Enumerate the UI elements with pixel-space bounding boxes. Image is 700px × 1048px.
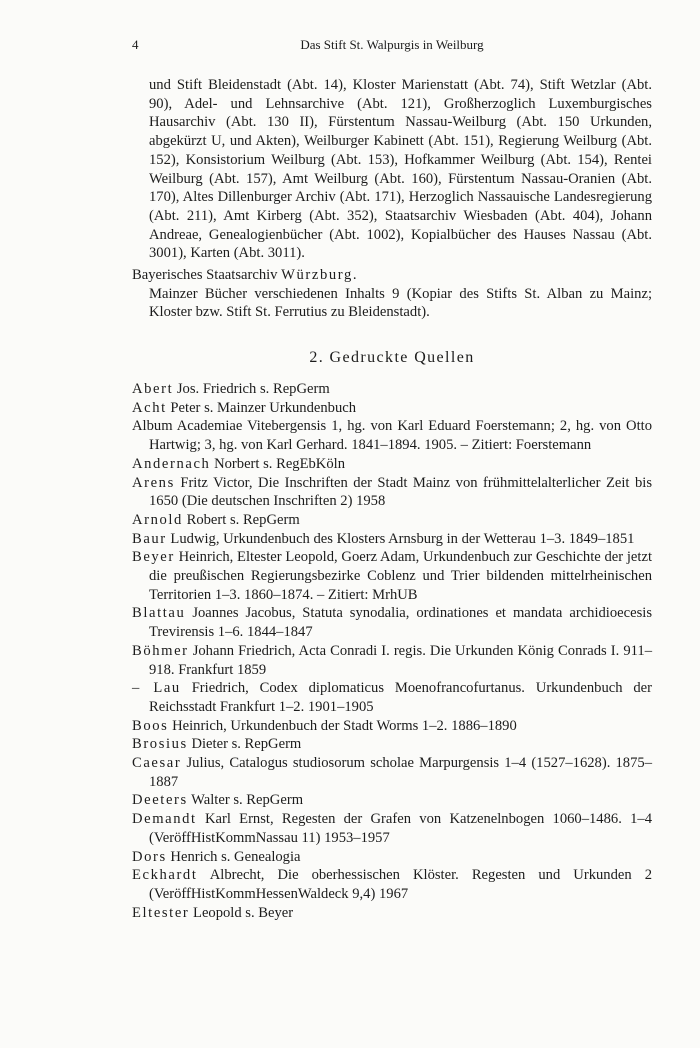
entry-text: Heinrich, Urkundenbuch der Stadt Worms 1–2. 1886–1890	[168, 717, 517, 734]
entry-author: Deeters	[132, 792, 188, 809]
entry-text: Friedrich, Codex diplomaticus Moenofrancofurtanus. Urkundenbuch der Reichsstadt Frankfurt 1–2. 1901–1905	[149, 680, 652, 715]
entry-author: Dors	[132, 848, 167, 865]
bibliography-entry	[132, 735, 652, 754]
running-title: Das Stift St. Walpurgis in Weilburg	[300, 37, 484, 52]
page-number: 4	[132, 37, 139, 52]
bibliography-entry	[132, 810, 652, 847]
section-title: 2. Gedruckte Quellen	[309, 349, 475, 366]
bibliography-entry	[132, 530, 652, 549]
bibliography-entry	[132, 511, 652, 530]
entry-text: Norbert s. RegEbKöln	[210, 455, 345, 472]
bibliography-entry	[132, 399, 652, 418]
entry-author: – Lau	[132, 680, 181, 697]
entry-author: Eltester	[132, 904, 190, 921]
entry-text: Album Academiae Vitebergensis 1, hg. von Karl Eduard Foerstemann; 2, hg. von Otto Hartwig; 3, hg. von Karl Gerhard. 1841–1894. 1905. – Zitiert: Foerstemann	[132, 418, 652, 454]
bibliography-entry	[132, 455, 652, 474]
entry-text: Julius, Catalogus studiosorum scholae Marpurgensis 1–4 (1527–1628). 1875–1887	[149, 755, 652, 790]
wuerzburg-heading-prefix: Bayerisches Staatsarchiv	[132, 267, 282, 284]
entry-text: Johann Friedrich, Acta Conradi I. regis. Die Urkunden König Conrads I. 911–918. Frankfurt 1859	[149, 642, 652, 678]
bibliography-entry	[132, 717, 652, 736]
printed-sources-list	[132, 380, 652, 922]
wuerzburg-heading-place: Würzburg	[281, 267, 353, 284]
bibliography-entry	[132, 679, 652, 716]
entry-text: Joannes Jacobus, Statuta synodalia, ordinationes et mandata archidioecesis Trevirensis 1–6. 1844–1847	[149, 605, 652, 641]
entry-author: Eckhardt	[132, 867, 198, 884]
bibliography-entry	[132, 604, 652, 641]
entry-text: Fritz Victor, Die Inschriften der Stadt Mainz von frühmittelalterlicher Zeit bis 1650 (Die deutschen Inschriften 2) 1958	[149, 474, 652, 510]
entry-author: Böhmer	[132, 642, 189, 659]
entry-author: Beyer	[132, 549, 175, 566]
entry-author: Andernach	[132, 455, 211, 472]
entry-author: Blattau	[132, 605, 186, 622]
entry-text: Walter s. RepGerm	[187, 792, 304, 809]
entry-author: Demandt	[132, 811, 197, 828]
wuerzburg-archive-entry	[132, 266, 652, 322]
entry-text: Ludwig, Urkundenbuch des Klosters Arnsburg in der Wetterau 1–3. 1849–1851	[166, 530, 635, 547]
wuerzburg-text: Mainzer Bücher verschiedenen Inhalts 9 (Kopiar des Stifts St. Alban zu Mainz; Kloster bzw. Stift St. Ferrutius zu Bleidenstadt).	[149, 285, 652, 321]
entry-text: Jos. Friedrich s. RepGerm	[173, 381, 330, 397]
entry-text: Karl Ernst, Regesten der Grafen von Katzenelnbogen 1060–1486. 1–4 (VeröffHistKommNassau 11) 1953–1957	[149, 811, 652, 846]
bibliography-entry	[132, 548, 652, 604]
entry-author: Arnold	[132, 511, 183, 528]
entry-author: Abert	[132, 381, 174, 397]
entry-author: Arens	[132, 474, 175, 491]
bibliography-entry	[132, 642, 652, 679]
bibliography-entry	[132, 380, 652, 399]
bibliography-entry	[132, 848, 652, 867]
bibliography-entry	[132, 474, 652, 511]
entry-text: Albrecht, Die oberhessischen Klöster. Regesten und Urkunden 2 (VeröffHistKommHessenWaldeck 9,4) 1967	[149, 867, 652, 902]
bibliography-entry	[132, 904, 652, 923]
entry-text: Heinrich, Eltester Leopold, Goerz Adam, Urkundenbuch zur Geschichte der jetzt die preußischen Regierungsbezirke Coblenz und Trier bildenden mittelrheinischen Territorien 1–3. 1860–1874. – Zitiert: MrhUB	[149, 549, 652, 603]
bibliography-entry	[132, 866, 652, 903]
entry-text: Dieter s. RepGerm	[187, 736, 302, 753]
bibliography-entry	[132, 754, 652, 791]
entry-author: Boos	[132, 717, 169, 734]
entry-text: Leopold s. Beyer	[189, 904, 294, 921]
entry-author: Caesar	[132, 755, 182, 772]
bibliography-entry	[132, 417, 652, 454]
archive-continuation-paragraph: und Stift Bleidenstadt (Abt. 14), Kloster Marienstatt (Abt. 74), Stift Wetzlar (Abt. 90), Adel- und Lehnsarchive (Abt. 121), Großherzoglich Luxemburgisches Hausarchiv (Abt. 130 II), Fürstentum Nassau-Weilburg (Abt. 150 Urkunden, abgekürzt U, und Akten), Weilburger Kabinett (Abt. 151), Regierung Weilburg (Abt. 152), Konsistorium Weilburg (Abt. 153), Hofkammer Weilburg (Abt. 154), Rentei Weilburg (Abt. 157), Amt Weilburg (Abt. 160), Fürstentum Nassau-Oranien (Abt. 170), Altes Dillenburger Archiv (Abt. 171), Herzoglich Nassauische Landesregierung (Abt. 211), Amt Kirberg (Abt. 352), Staatsarchiv Wiesbaden (Abt. 404), Johann Andreae, Genealogienbücher (Abt. 1002), Kopialbücher des Hauses Nassau (Abt. 3001), Karten (Abt. 3011).	[149, 77, 652, 262]
entry-text: Peter s. Mainzer Urkundenbuch	[166, 399, 357, 416]
wuerzburg-heading-suffix: .	[352, 267, 357, 284]
entry-text: Henrich s. Genealogia	[166, 848, 301, 865]
entry-author: Acht	[132, 399, 167, 416]
entry-author: Baur	[132, 530, 167, 547]
entry-text: Robert s. RepGerm	[182, 511, 300, 528]
bibliography-entry	[132, 791, 652, 810]
entry-author: Brosius	[132, 736, 188, 753]
archive-list	[132, 76, 652, 322]
